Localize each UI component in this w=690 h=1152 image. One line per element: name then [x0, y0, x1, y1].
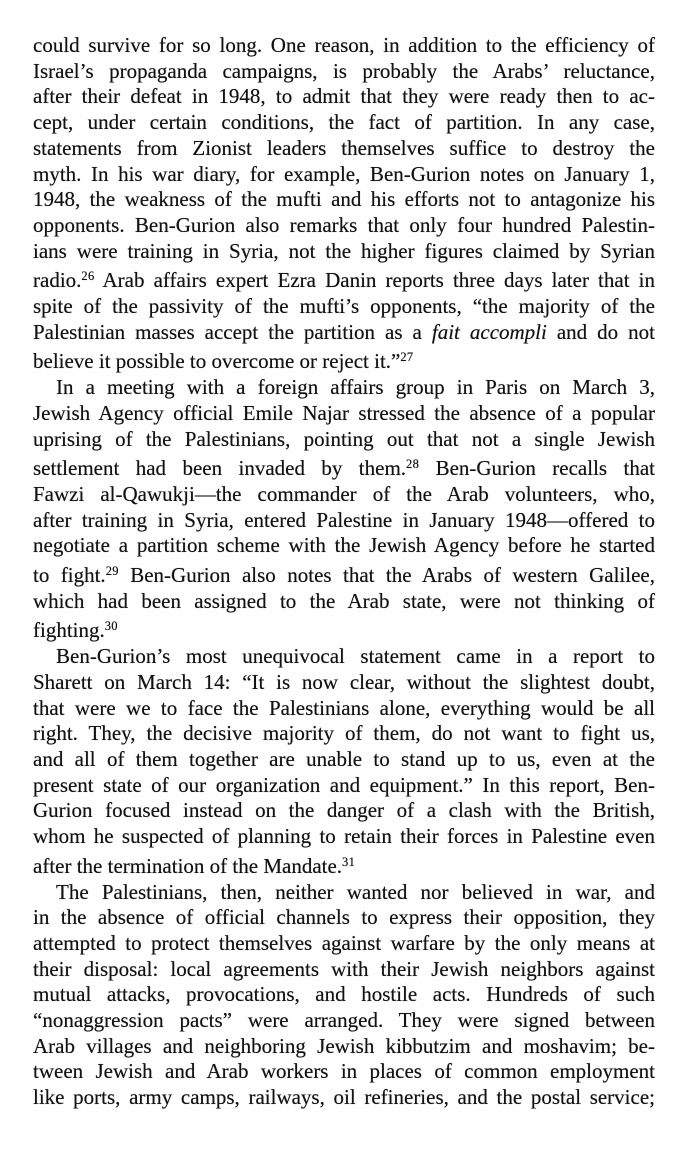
text-segment: Sharett on March 14: “It is now clear, without the slightest doubt, [33, 669, 655, 694]
text-segment: ians were training in Syria, not the higher figures claimed by Syrian [33, 238, 655, 263]
text-line [33, 320, 655, 346]
paragraph [33, 644, 655, 879]
text-segment: and all of them together are unable to stand up to us, even at the [33, 746, 655, 771]
text-line [33, 880, 655, 906]
text-segment: like ports, army camps, railways, oil refineries, and the postal service; [33, 1085, 655, 1110]
footnote-reference: 26 [81, 269, 95, 284]
text-line [33, 110, 655, 136]
text-segment: after their defeat in 1948, to admit that they were ready then to ac- [33, 84, 655, 109]
text-line [33, 84, 655, 110]
text-line [33, 213, 655, 239]
text-line [33, 670, 655, 696]
text-segment: mutual attacks, provocations, and hostile acts. Hundreds of such [33, 982, 655, 1007]
text-segment: uprising of the Palestinians, pointing out that not a single Jewish [33, 426, 655, 451]
text-segment: attempted to protect themselves against warfare by the only means at [33, 930, 655, 955]
text-line [33, 264, 655, 294]
text-line [33, 239, 655, 265]
text-line [33, 452, 655, 482]
text-line [33, 162, 655, 188]
text-segment: whom he suspected of planning to retain their forces in Palestine even [33, 824, 655, 849]
paragraph [33, 33, 655, 375]
text-line [33, 850, 655, 880]
text-line [33, 375, 655, 401]
text-line [33, 696, 655, 722]
text-line [33, 905, 655, 931]
italic-text: fait accompli [431, 319, 547, 344]
text-segment: settlement had been invaded by them. [33, 456, 407, 481]
text-segment: Ben-Gurion also notes that the Arabs of western Galilee, [118, 563, 655, 588]
text-line [33, 589, 655, 615]
text-line [33, 294, 655, 320]
text-segment: “nonaggression pacts” were arranged. They were signed between [33, 1008, 655, 1033]
text-line [33, 401, 655, 427]
text-segment: tween Jewish and Arab workers in places of common employment [33, 1059, 655, 1084]
text-segment: 1948, the weakness of the mufti and his efforts not to antagonize his [33, 187, 655, 212]
text-line [33, 136, 655, 162]
text-line [33, 721, 655, 747]
footnote-reference: 29 [105, 564, 119, 579]
text-line [33, 798, 655, 824]
text-line [33, 1008, 655, 1034]
text-line [33, 747, 655, 773]
text-segment: after the termination of the Mandate. [33, 853, 343, 878]
text-segment: to fight. [33, 563, 106, 588]
text-line [33, 59, 655, 85]
text-segment: could survive for so long. One reason, in addition to the efficiency of [33, 33, 655, 57]
text-segment: Arab villages and neighboring Jewish kibbutzim and moshavim; be- [33, 1033, 655, 1058]
text-segment: Jewish Agency official Emile Najar stressed the absence of a popular [33, 400, 655, 425]
text-line [33, 773, 655, 799]
text-segment: after training in Syria, entered Palestine in January 1948—offered to [33, 507, 655, 532]
text-segment: Ben-Gurion recalls that [419, 456, 655, 481]
footnote-reference: 31 [342, 854, 356, 869]
text-segment: cept, under certain conditions, the fact of partition. In any case, [33, 110, 655, 135]
text-segment: In a meeting with a foreign affairs group in Paris on March 3, [56, 375, 655, 400]
text-line [33, 1085, 655, 1111]
text-segment: negotiate a partition scheme with the Jewish Agency before he started [33, 533, 655, 558]
text-line [33, 508, 655, 534]
text-segment: Ben-Gurion’s most unequivocal statement came in a report to [56, 644, 655, 669]
text-line [33, 931, 655, 957]
text-line [33, 644, 655, 670]
text-segment: and do not [546, 319, 656, 344]
text-line [33, 614, 655, 644]
page-text-column [33, 33, 655, 1111]
text-line [33, 187, 655, 213]
text-segment: spite of the passivity of the mufti’s opponents, “the majority of the [33, 294, 655, 319]
footnote-reference: 30 [104, 619, 118, 634]
text-line [33, 1059, 655, 1085]
text-line [33, 957, 655, 983]
text-segment: believe it possible to overcome or reject it.” [33, 349, 401, 374]
text-segment: Israel’s propaganda campaigns, is probably the Arabs’ reluctance, [33, 58, 655, 83]
text-segment: opponents. Ben-Gurion also remarks that only four hundred Palestin- [33, 212, 655, 237]
text-line [33, 482, 655, 508]
text-segment: right. They, the decisive majority of them, do not want to fight us, [33, 721, 655, 746]
text-segment: Gurion focused instead on the danger of a clash with the British, [33, 798, 655, 823]
text-segment: Fawzi al-Qawukji—the commander of the Arab volunteers, who, [33, 481, 655, 506]
text-segment: in the absence of official channels to express their opposition, they [33, 905, 655, 930]
text-segment: The Palestinians, then, neither wanted nor believed in war, and [56, 879, 655, 904]
text-segment: which had been assigned to the Arab state, were not thinking of [33, 588, 655, 613]
text-line [33, 824, 655, 850]
text-segment: present state of our organization and equipment.” In this report, Ben- [33, 772, 655, 797]
text-line [33, 427, 655, 453]
footnote-reference: 27 [400, 350, 414, 365]
text-segment: radio. [33, 268, 82, 293]
text-line [33, 533, 655, 559]
text-line [33, 33, 655, 59]
paragraph [33, 880, 655, 1111]
text-line [33, 982, 655, 1008]
paragraph [33, 375, 655, 644]
text-segment: statements from Zionist leaders themselves suffice to destroy the [33, 135, 655, 160]
footnote-reference: 28 [406, 457, 420, 472]
text-line [33, 345, 655, 375]
text-line [33, 559, 655, 589]
text-segment: Palestinian masses accept the partition as a [33, 319, 432, 344]
text-segment: their disposal: local agreements with their Jewish neighbors against [33, 956, 655, 981]
text-segment: that were we to face the Palestinians alone, everything would be all [33, 695, 655, 720]
text-segment: Arab affairs expert Ezra Danin reports three days later that in [94, 268, 655, 293]
text-segment: myth. In his war diary, for example, Ben-Gurion notes on January 1, [33, 161, 655, 186]
text-segment: fighting. [33, 618, 105, 643]
text-line [33, 1034, 655, 1060]
